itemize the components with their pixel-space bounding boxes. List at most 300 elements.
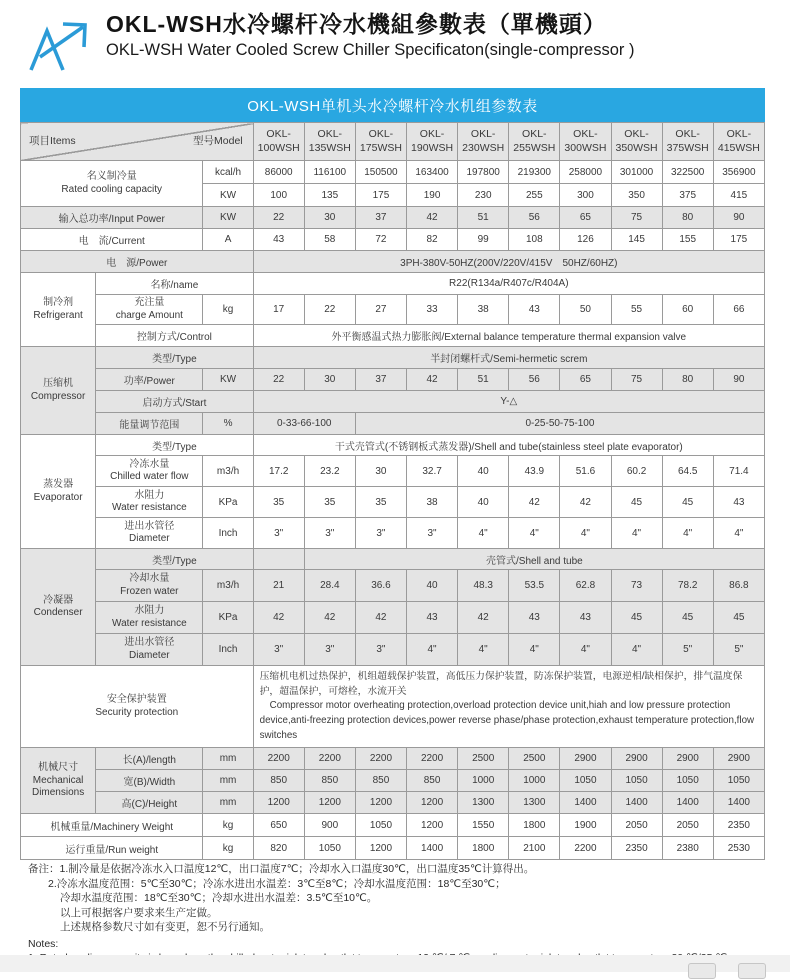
value-cell: 1400 bbox=[560, 792, 611, 814]
machinery-weight-label: 机械重量/Machinery Weight bbox=[21, 814, 203, 837]
spec-table-container bbox=[20, 88, 765, 860]
unit-cell: Inch bbox=[203, 634, 253, 666]
value-cell: 30 bbox=[355, 456, 406, 487]
value-cell: 64.5 bbox=[662, 456, 713, 487]
power-label: 电 源/Power bbox=[21, 251, 254, 273]
value-cell: 21 bbox=[253, 570, 304, 602]
value-cell: 175 bbox=[355, 184, 406, 207]
compressor-power-row bbox=[21, 369, 765, 391]
value-cell: 650 bbox=[253, 814, 304, 837]
value-cell: 350 bbox=[611, 184, 662, 207]
evaporator-label-zh: 蒸发器 bbox=[43, 479, 74, 490]
value-cell: 4" bbox=[407, 634, 458, 666]
value-cell: 90 bbox=[713, 207, 764, 229]
value-cell: 4" bbox=[560, 634, 611, 666]
value-cell: 43 bbox=[509, 602, 560, 634]
value-cell: 30 bbox=[304, 207, 355, 229]
title-block bbox=[106, 10, 634, 60]
unit-cell: A bbox=[203, 229, 253, 251]
value-cell: 75 bbox=[611, 207, 662, 229]
start-mode-value: Y-△ bbox=[253, 391, 764, 413]
model-header-cell: OKL-175WSH bbox=[355, 123, 406, 161]
refrigerant-name-row bbox=[21, 273, 765, 295]
unit-cell: KW bbox=[203, 207, 253, 229]
document-header bbox=[28, 10, 634, 72]
value-cell: 65 bbox=[560, 369, 611, 391]
compressor-section-label bbox=[21, 347, 96, 435]
value-cell: 2380 bbox=[662, 837, 713, 860]
value-cell: 820 bbox=[253, 837, 304, 860]
value-cell: 30 bbox=[304, 369, 355, 391]
value-cell: 60 bbox=[662, 295, 713, 325]
evap-diameter-row bbox=[21, 518, 765, 549]
value-cell: 51.6 bbox=[560, 456, 611, 487]
unit-cell: mm bbox=[203, 792, 253, 814]
value-cell: 2530 bbox=[713, 837, 764, 860]
value-cell: 219300 bbox=[509, 161, 560, 184]
value-cell: 43 bbox=[713, 487, 764, 518]
value-cell: 5" bbox=[662, 634, 713, 666]
value-cell: 1050 bbox=[355, 814, 406, 837]
value-cell: 258000 bbox=[560, 161, 611, 184]
cond-resistance-row bbox=[21, 602, 765, 634]
security-label bbox=[21, 666, 254, 748]
value-cell: 42 bbox=[407, 207, 458, 229]
model-header-cell: OKL-135WSH bbox=[304, 123, 355, 161]
value-cell: 300 bbox=[560, 184, 611, 207]
unit-cell: mm bbox=[203, 748, 253, 770]
unit-cell: kg bbox=[203, 837, 253, 860]
unit-cell: kcal/h bbox=[203, 161, 253, 184]
unit-cell: % bbox=[203, 413, 253, 435]
compressor-power-label: 功率/Power bbox=[96, 369, 203, 391]
value-cell: 40 bbox=[458, 456, 509, 487]
compressor-type-label: 类型/Type bbox=[96, 347, 253, 369]
evaporator-section-label bbox=[21, 435, 96, 549]
cond-diameter-label-zh: 进出水管径 bbox=[124, 637, 175, 648]
energy-range-low: 0-33-66-100 bbox=[253, 413, 355, 435]
value-cell: 32.7 bbox=[407, 456, 458, 487]
value-cell: 1200 bbox=[304, 792, 355, 814]
unit-cell: kg bbox=[203, 814, 253, 837]
value-cell: 850 bbox=[355, 770, 406, 792]
rated-cooling-label-zh: 名义制冷量 bbox=[86, 171, 137, 182]
compressor-label-zh: 压缩机 bbox=[43, 378, 74, 389]
spec-table bbox=[20, 122, 765, 860]
value-cell: 42 bbox=[407, 369, 458, 391]
run-weight-row bbox=[21, 837, 765, 860]
value-cell: 50 bbox=[560, 295, 611, 325]
value-cell: 27 bbox=[355, 295, 406, 325]
model-header-cell: OKL-350WSH bbox=[611, 123, 662, 161]
compressor-type-row bbox=[21, 347, 765, 369]
refrigerant-section-label bbox=[21, 273, 96, 347]
energy-range-row bbox=[21, 413, 765, 435]
value-cell: 1200 bbox=[355, 792, 406, 814]
value-cell: 4" bbox=[662, 518, 713, 549]
value-cell: 322500 bbox=[662, 161, 713, 184]
unit-cell: KW bbox=[203, 184, 253, 207]
value-cell: 2900 bbox=[560, 748, 611, 770]
input-power-label: 输入总功率/Input Power bbox=[21, 207, 203, 229]
value-cell: 45 bbox=[662, 487, 713, 518]
value-cell: 48.3 bbox=[458, 570, 509, 602]
page-bottom-strip bbox=[0, 955, 790, 972]
value-cell: 55 bbox=[611, 295, 662, 325]
security-label-zh: 安全保护装置 bbox=[106, 694, 167, 706]
chilled-flow-label-zh: 冷冻水量 bbox=[129, 458, 170, 470]
value-cell: 42 bbox=[304, 602, 355, 634]
value-cell: 42 bbox=[458, 602, 509, 634]
value-cell: 38 bbox=[458, 295, 509, 325]
value-cell: 850 bbox=[253, 770, 304, 792]
value-cell: 37 bbox=[355, 207, 406, 229]
control-label: 控制方式/Control bbox=[96, 325, 253, 347]
charge-label-zh: 充注量 bbox=[134, 297, 165, 308]
value-cell: 90 bbox=[713, 369, 764, 391]
cond-resistance-label-en: Water resistance bbox=[112, 617, 187, 629]
value-cell: 108 bbox=[509, 229, 560, 251]
cond-diameter-label bbox=[96, 634, 203, 666]
value-cell: 2200 bbox=[407, 748, 458, 770]
value-cell: 99 bbox=[458, 229, 509, 251]
machinery-weight-row bbox=[21, 814, 765, 837]
value-cell: 230 bbox=[458, 184, 509, 207]
value-cell: 3" bbox=[253, 518, 304, 549]
unit-cell: m3/h bbox=[203, 570, 253, 602]
evaporator-type-row bbox=[21, 435, 765, 456]
value-cell: 155 bbox=[662, 229, 713, 251]
value-cell: 23.2 bbox=[304, 456, 355, 487]
page-subtitle: OKL-WSH Water Cooled Screw Chiller Specificaton(single-compressor ) bbox=[106, 40, 635, 59]
value-cell: 42 bbox=[253, 602, 304, 634]
unit-cell: kg bbox=[203, 295, 253, 325]
value-cell: 56 bbox=[509, 207, 560, 229]
chilled-flow-row bbox=[21, 456, 765, 487]
current-label: 电 流/Current bbox=[21, 229, 203, 251]
value-cell: 45 bbox=[611, 602, 662, 634]
value-cell: 4" bbox=[611, 634, 662, 666]
value-cell: 4" bbox=[509, 518, 560, 549]
value-cell: 1800 bbox=[458, 837, 509, 860]
evaporator-type-label: 类型/Type bbox=[96, 435, 253, 456]
unit-cell: KPa bbox=[203, 487, 253, 518]
value-cell: 3" bbox=[355, 634, 406, 666]
value-cell: 1050 bbox=[304, 837, 355, 860]
value-cell: 71.4 bbox=[713, 456, 764, 487]
value-cell: 4" bbox=[509, 634, 560, 666]
value-cell: 5" bbox=[713, 634, 764, 666]
condenser-type-value: 壳管式/Shell and tube bbox=[304, 549, 764, 570]
value-cell: 2200 bbox=[355, 748, 406, 770]
value-cell: 4" bbox=[713, 518, 764, 549]
value-cell: 197800 bbox=[458, 161, 509, 184]
value-cell: 850 bbox=[304, 770, 355, 792]
evap-diameter-label bbox=[96, 518, 203, 549]
value-cell: 175 bbox=[713, 229, 764, 251]
value-cell: 301000 bbox=[611, 161, 662, 184]
model-header-cell: OKL-255WSH bbox=[509, 123, 560, 161]
value-cell: 3" bbox=[304, 518, 355, 549]
value-cell: 35 bbox=[304, 487, 355, 518]
value-cell: 35 bbox=[355, 487, 406, 518]
value-cell: 62.8 bbox=[560, 570, 611, 602]
cond-diameter-label-en: Diameter bbox=[129, 649, 170, 661]
energy-range-high: 0-25-50-75-100 bbox=[355, 413, 764, 435]
run-weight-label: 运行重量/Run weight bbox=[21, 837, 203, 860]
value-cell: 2050 bbox=[611, 814, 662, 837]
value-cell: 2200 bbox=[304, 748, 355, 770]
value-cell: 100 bbox=[253, 184, 304, 207]
value-cell: 78.2 bbox=[662, 570, 713, 602]
value-cell: 1900 bbox=[560, 814, 611, 837]
value-cell: 2200 bbox=[253, 748, 304, 770]
rated-cooling-kcal-row bbox=[21, 161, 765, 184]
note-line: 备注：1.制冷量是依据冷冻水入口温度12℃，出口温度7℃；冷却水入口温度30℃，出口温度35℃计算得出。 bbox=[28, 863, 535, 875]
value-cell: 190 bbox=[407, 184, 458, 207]
value-cell: 1050 bbox=[662, 770, 713, 792]
value-cell: 3" bbox=[253, 634, 304, 666]
value-cell: 3" bbox=[407, 518, 458, 549]
width-label: 宽(B)/Width bbox=[96, 770, 203, 792]
value-cell: 4" bbox=[458, 518, 509, 549]
value-cell: 53.5 bbox=[509, 570, 560, 602]
value-cell: 80 bbox=[662, 207, 713, 229]
notes-en-title: Notes: bbox=[28, 937, 59, 950]
dimensions-label-zh: 机械尺寸 bbox=[38, 762, 79, 774]
refrigerant-label-en: Refrigerant bbox=[33, 309, 83, 321]
value-cell: 36.6 bbox=[355, 570, 406, 602]
height-label: 高(C)/Height bbox=[96, 792, 203, 814]
cooling-flow-label-en: Frozen water bbox=[120, 585, 179, 597]
value-cell: 22 bbox=[253, 369, 304, 391]
model-header-cell: OKL-375WSH bbox=[662, 123, 713, 161]
value-cell: 2100 bbox=[509, 837, 560, 860]
corner-cell bbox=[21, 123, 254, 161]
unit-cell: KW bbox=[203, 369, 253, 391]
value-cell: 2900 bbox=[611, 748, 662, 770]
value-cell: 1400 bbox=[407, 837, 458, 860]
value-cell: 43.9 bbox=[509, 456, 560, 487]
value-cell: 1000 bbox=[458, 770, 509, 792]
refrigerant-name-value: R22(R134a/R407c/R404A) bbox=[253, 273, 764, 295]
evap-resistance-label-en: Water resistance bbox=[112, 502, 187, 513]
length-label: 长(A)/length bbox=[96, 748, 203, 770]
power-row bbox=[21, 251, 765, 273]
evap-resistance-row bbox=[21, 487, 765, 518]
value-cell: 33 bbox=[407, 295, 458, 325]
power-value: 3PH-380V-50HZ(200V/220V/415V 50HZ/60HZ) bbox=[253, 251, 764, 273]
value-cell: 2350 bbox=[611, 837, 662, 860]
value-cell: 1200 bbox=[253, 792, 304, 814]
security-text-zh: 压缩机电机过热保护，机组超载保护装置，高低压力保护装置，防冻保护装置，电源逆相/缺相保护，排气温度保护，超温保护，可熔栓，水流开关 bbox=[259, 671, 743, 697]
condenser-section-label bbox=[21, 549, 96, 666]
value-cell: 60.2 bbox=[611, 456, 662, 487]
rated-cooling-label bbox=[21, 161, 203, 207]
value-cell: 415 bbox=[713, 184, 764, 207]
model-header-cell: OKL-415WSH bbox=[713, 123, 764, 161]
value-cell: 42 bbox=[560, 487, 611, 518]
value-cell: 1000 bbox=[509, 770, 560, 792]
value-cell: 2900 bbox=[662, 748, 713, 770]
notes-block bbox=[28, 862, 773, 966]
refrigerant-label-zh: 制冷剂 bbox=[43, 297, 74, 308]
current-row bbox=[21, 229, 765, 251]
value-cell: 86000 bbox=[253, 161, 304, 184]
length-row bbox=[21, 748, 765, 770]
evaporator-label-en: Evaporator bbox=[33, 491, 83, 503]
value-cell: 43 bbox=[560, 602, 611, 634]
control-value: 外平衡感温式热力膨胀阀/External balance temperature thermal expansion valve bbox=[253, 325, 764, 347]
evap-resistance-label bbox=[96, 487, 203, 518]
value-cell: 356900 bbox=[713, 161, 764, 184]
value-cell: 65 bbox=[560, 207, 611, 229]
value-cell: 43 bbox=[407, 602, 458, 634]
value-cell: 56 bbox=[509, 369, 560, 391]
value-cell: 45 bbox=[611, 487, 662, 518]
value-cell: 22 bbox=[253, 207, 304, 229]
evap-diameter-label-en: Diameter bbox=[129, 533, 170, 544]
value-cell: 116100 bbox=[304, 161, 355, 184]
height-row bbox=[21, 792, 765, 814]
model-corner-label: 型号Model bbox=[193, 134, 243, 147]
unit-cell: KPa bbox=[203, 602, 253, 634]
condenser-type-row bbox=[21, 549, 765, 570]
page-title: OKL-WSH水冷螺杆冷水機組參數表（單機頭） bbox=[106, 11, 607, 37]
note-line: 以上可根据客户要求来生产定做。 bbox=[60, 906, 218, 919]
value-cell: 900 bbox=[304, 814, 355, 837]
value-cell: 145 bbox=[611, 229, 662, 251]
note-line: 上述规格参数尺寸如有变更，恕不另行通知。 bbox=[60, 921, 270, 933]
value-cell: 51 bbox=[458, 207, 509, 229]
refrigerant-name-label: 名称/name bbox=[96, 273, 253, 295]
value-cell: 73 bbox=[611, 570, 662, 602]
value-cell: 43 bbox=[509, 295, 560, 325]
brand-arrow-icon bbox=[28, 18, 92, 72]
note-line: 2.冷冻水温度范围：5℃至30℃；冷冻水进出水温差：3℃至8℃；冷却水温度范围：18℃至30℃； bbox=[48, 877, 506, 890]
value-cell: 1050 bbox=[560, 770, 611, 792]
value-cell: 40 bbox=[407, 570, 458, 602]
value-cell: 80 bbox=[662, 369, 713, 391]
value-cell: 126 bbox=[560, 229, 611, 251]
cond-resistance-label-zh: 水阻力 bbox=[134, 605, 165, 616]
condenser-type-label: 类型/Type bbox=[96, 549, 253, 570]
evaporator-type-value: 干式壳管式(不锈钢板式蒸发器)/Shell and tube(stainless steel plate evaporator) bbox=[253, 435, 764, 456]
value-cell: 1050 bbox=[611, 770, 662, 792]
value-cell: 1050 bbox=[713, 770, 764, 792]
table-banner: OKL-WSH单机头水冷螺杆冷水机组参数表 bbox=[20, 88, 765, 122]
cooling-flow-label bbox=[96, 570, 203, 602]
evap-diameter-label-zh: 进出水管径 bbox=[124, 520, 175, 532]
value-cell: 1400 bbox=[611, 792, 662, 814]
condenser-type-empty-cell bbox=[253, 549, 304, 570]
value-cell: 2200 bbox=[560, 837, 611, 860]
model-header-cell: OKL-300WSH bbox=[560, 123, 611, 161]
value-cell: 2350 bbox=[713, 814, 764, 837]
value-cell: 850 bbox=[407, 770, 458, 792]
value-cell: 22 bbox=[304, 295, 355, 325]
chilled-flow-label-en: Chilled water flow bbox=[110, 471, 189, 482]
unit-cell: Inch bbox=[203, 518, 253, 549]
value-cell: 1550 bbox=[458, 814, 509, 837]
charge-amount-row bbox=[21, 295, 765, 325]
value-cell: 17 bbox=[253, 295, 304, 325]
compressor-label-en: Compressor bbox=[30, 390, 86, 402]
cutoff-shape-right bbox=[738, 963, 766, 979]
charge-label-en: charge Amount bbox=[115, 309, 183, 321]
cutoff-shape-left bbox=[688, 963, 716, 979]
unit-cell: mm bbox=[203, 770, 253, 792]
value-cell: 2500 bbox=[509, 748, 560, 770]
value-cell: 82 bbox=[407, 229, 458, 251]
start-mode-label: 启动方式/Start bbox=[96, 391, 253, 413]
value-cell: 58 bbox=[304, 229, 355, 251]
model-header-cell: OKL-230WSH bbox=[458, 123, 509, 161]
value-cell: 75 bbox=[611, 369, 662, 391]
width-row bbox=[21, 770, 765, 792]
security-row bbox=[21, 666, 765, 748]
energy-range-label: 能量调节范围 bbox=[96, 413, 203, 435]
value-cell: 4" bbox=[560, 518, 611, 549]
value-cell: 72 bbox=[355, 229, 406, 251]
security-label-en: Security protection bbox=[95, 706, 179, 718]
compressor-type-value: 半封闭螺杆式/Semi-hermetic screm bbox=[253, 347, 764, 369]
rated-cooling-label-en: Rated cooling capacity bbox=[61, 183, 163, 195]
value-cell: 2900 bbox=[713, 748, 764, 770]
value-cell: 37 bbox=[355, 369, 406, 391]
condenser-label-en: Condenser bbox=[33, 607, 83, 618]
start-mode-row bbox=[21, 391, 765, 413]
value-cell: 42 bbox=[509, 487, 560, 518]
control-row bbox=[21, 325, 765, 347]
value-cell: 45 bbox=[713, 602, 764, 634]
value-cell: 255 bbox=[509, 184, 560, 207]
value-cell: 3" bbox=[304, 634, 355, 666]
value-cell: 4" bbox=[458, 634, 509, 666]
value-cell: 3" bbox=[355, 518, 406, 549]
model-header-cell: OKL-190WSH bbox=[407, 123, 458, 161]
chilled-flow-label bbox=[96, 456, 203, 487]
value-cell: 35 bbox=[253, 487, 304, 518]
cooling-flow-row bbox=[21, 570, 765, 602]
charge-amount-label bbox=[96, 295, 203, 325]
value-cell: 1400 bbox=[662, 792, 713, 814]
value-cell: 135 bbox=[304, 184, 355, 207]
value-cell: 1200 bbox=[407, 814, 458, 837]
value-cell: 1400 bbox=[713, 792, 764, 814]
value-cell: 2050 bbox=[662, 814, 713, 837]
security-text-en: Compressor motor overheating protection,overload protection device unit,hiah and low pressure protection device,anti-freezing protection devices,power reverse phase/phase protection,exhaust temperature protection,flow switches bbox=[259, 700, 755, 741]
security-value bbox=[253, 666, 764, 748]
value-cell: 66 bbox=[713, 295, 764, 325]
items-corner-label: 项目Items bbox=[29, 134, 76, 147]
unit-cell: m3/h bbox=[203, 456, 253, 487]
dimensions-label-en: Mechanical Dimensions bbox=[31, 774, 85, 799]
value-cell: 1300 bbox=[509, 792, 560, 814]
value-cell: 28.4 bbox=[304, 570, 355, 602]
value-cell: 17.2 bbox=[253, 456, 304, 487]
input-power-row bbox=[21, 207, 765, 229]
condenser-label-zh: 冷凝器 bbox=[43, 594, 74, 606]
value-cell: 2500 bbox=[458, 748, 509, 770]
value-cell: 40 bbox=[458, 487, 509, 518]
value-cell: 51 bbox=[458, 369, 509, 391]
value-cell: 43 bbox=[253, 229, 304, 251]
value-cell: 4" bbox=[611, 518, 662, 549]
value-cell: 38 bbox=[407, 487, 458, 518]
value-cell: 1800 bbox=[509, 814, 560, 837]
value-cell: 1200 bbox=[355, 837, 406, 860]
